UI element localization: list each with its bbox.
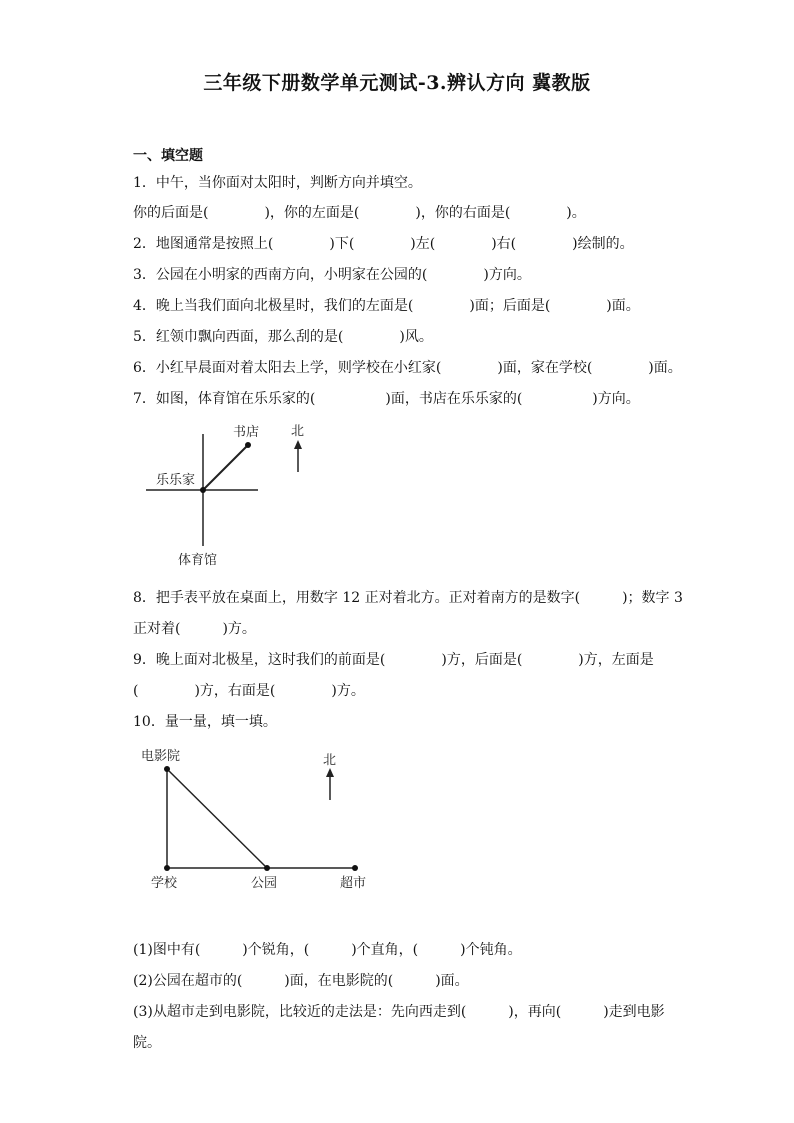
question-2: 2．地图通常是按照上( )下( )左( )右( )绘制的。 bbox=[133, 236, 634, 252]
figure2-cinema-dot bbox=[164, 766, 170, 772]
figure2-school-label: 学校 bbox=[151, 876, 178, 891]
question-10-part-1: (1)图中有( )个锐角，( )个直角，( )个钝角。 bbox=[133, 942, 522, 958]
figure1-diagonal-line bbox=[203, 445, 248, 490]
figure2-hypotenuse bbox=[167, 769, 267, 868]
figure2-cinema-label: 电影院 bbox=[141, 749, 181, 764]
question-4: 4．晚上当我们面向北极星时，我们的左面是( )面；后面是( )面。 bbox=[133, 298, 640, 314]
figure1-bookstore-dot bbox=[245, 442, 251, 448]
figure2-north-label: 北 bbox=[323, 753, 337, 768]
question-9-line-1: 9．晚上面对北极星，这时我们的前面是( )方，后面是( )方，左面是 bbox=[133, 652, 654, 668]
figure1-home-label: 乐乐家 bbox=[156, 473, 196, 488]
question-10-part-3-line-1: (3)从超市走到电影院，比较近的走法是：先向西走到( )，再向( )走到电影 bbox=[133, 1004, 665, 1020]
question-8-line-1: 8．把手表平放在桌面上，用数字 12 正对着北方。正对着南方的是数字( )；数字 3 bbox=[133, 590, 683, 606]
question-7: 7．如图，体育馆在乐乐家的( )面，书店在乐乐家的( )方向。 bbox=[133, 391, 640, 407]
figure2-market-dot bbox=[352, 865, 358, 871]
figure2-market-label: 超市 bbox=[340, 876, 367, 891]
question-3: 3．公园在小明家的西南方向，小明家在公园的( )方向。 bbox=[133, 267, 531, 283]
direction-figure-2 bbox=[135, 742, 395, 902]
direction-figure-1 bbox=[140, 418, 340, 573]
section-heading: 一、填空题 bbox=[133, 148, 203, 164]
figure2-school-dot bbox=[164, 865, 170, 871]
figure2-park-label: 公园 bbox=[251, 876, 278, 891]
figure1-north-arrowhead bbox=[294, 440, 302, 449]
page-title: 三年级下册数学单元测试-3.辨认方向 冀教版 bbox=[203, 72, 591, 94]
question-8-line-2: 正对着( )方。 bbox=[133, 621, 256, 637]
figure2-north-arrowhead bbox=[326, 768, 334, 777]
figure2-park-dot bbox=[264, 865, 270, 871]
question-10-part-3-line-2: 院。 bbox=[133, 1035, 161, 1051]
question-1-blanks: 你的后面是( )，你的左面是( )，你的右面是( )。 bbox=[133, 205, 586, 221]
figure1-home-dot bbox=[200, 487, 206, 493]
figure1-gym-label: 体育馆 bbox=[178, 553, 218, 568]
question-1-text: 1．中午，当你面对太阳时，判断方向并填空。 bbox=[133, 175, 422, 191]
question-9-line-2: ( )方，右面是( )方。 bbox=[133, 683, 365, 699]
figure1-north-label: 北 bbox=[291, 424, 305, 439]
question-10: 10．量一量，填一填。 bbox=[133, 714, 277, 730]
question-5: 5．红领巾飘向西面，那么刮的是( )风。 bbox=[133, 329, 433, 345]
question-6: 6．小红早晨面对着太阳去上学，则学校在小红家( )面，家在学校( )面。 bbox=[133, 360, 682, 376]
figure1-bookstore-label: 书店 bbox=[233, 425, 260, 440]
question-10-part-2: (2)公园在超市的( )面，在电影院的( )面。 bbox=[133, 973, 469, 989]
